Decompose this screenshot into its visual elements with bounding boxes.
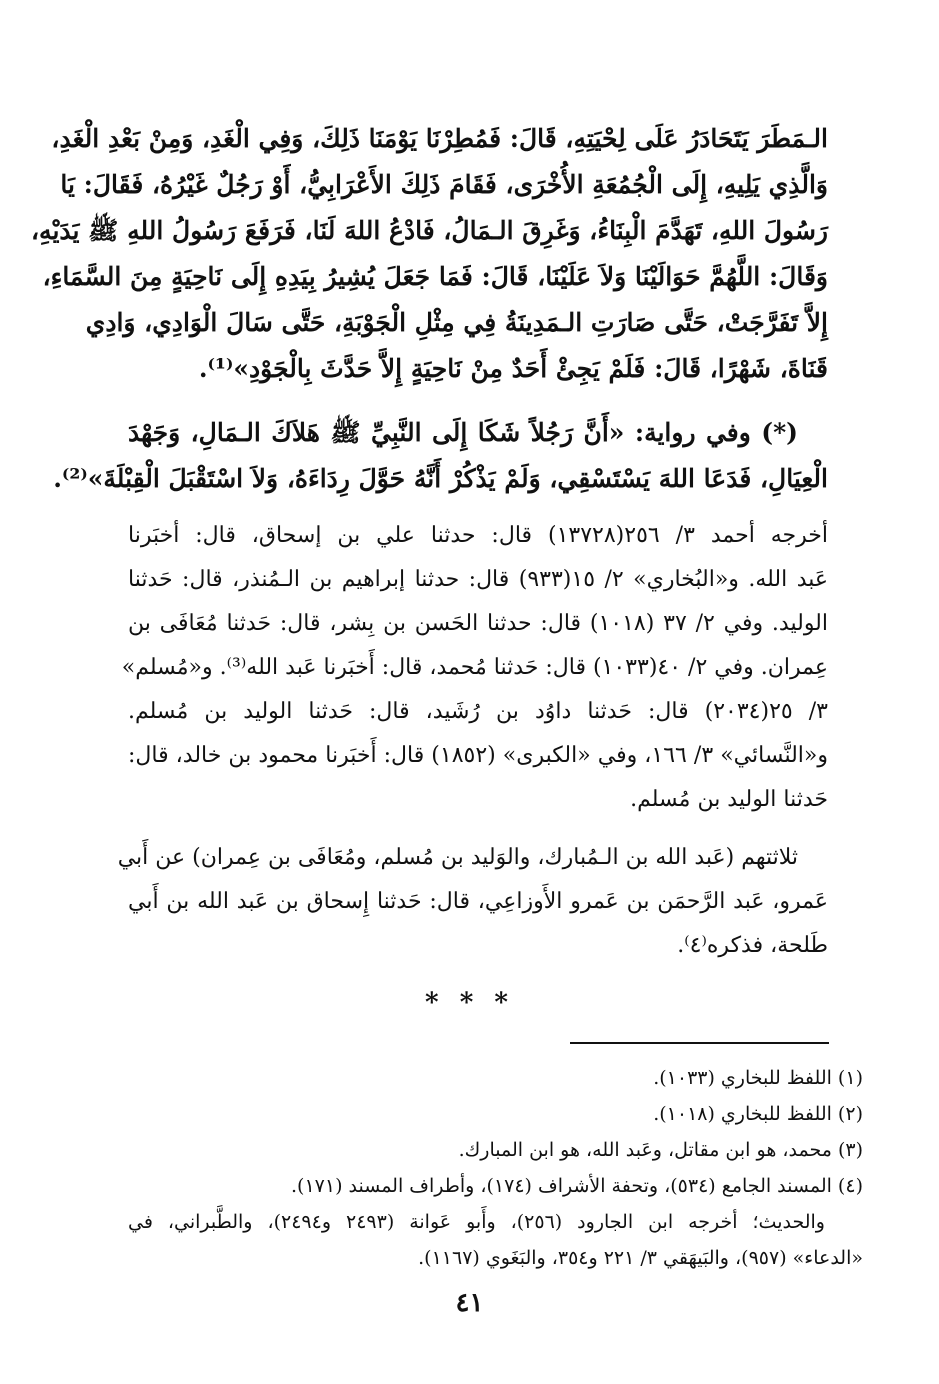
takhrij-line: عَبد الله. و«البُخاري» ٢/ ١٥(٩٣٣) قال: حدثنا إبراهيم بن الـمُنذر، قال: حَدثنا — [128, 567, 829, 592]
footnote: «الدعاء» (٩٥٧)، والبَيهَقي ٣/ ٢٢١ و٣٥٤، والبَغَوي (١١٦٧). — [418, 1247, 863, 1269]
thalathatuhum-line: طَلحة، فذكره⁽٤⁾. — [677, 933, 828, 958]
footnote: (٤) المسند الجامع (٥٣٤)، وتحفة الأشراف (١٧٤)، وأطراف المسند (١٧١). — [291, 1175, 863, 1197]
hadith-line: الـمَطَرَ يَتَحَادَرُ عَلَى لِحْيَتِهِ، قَالَ: فَمُطِرْنَا يَوْمَنَا ذَلِكَ، وَفِي الْغَدِ، وَمِنْ بَعْدِ الْغَدِ، — [51, 124, 828, 153]
hadith-line: وَقَالَ: اللَّهُمَّ حَوَالَيْنَا وَلاَ عَلَيْنَا، قَالَ: فَمَا جَعَلَ يُشِيرُ بِيَدِهِ إِلَى نَاحِيَةٍ مِنَ السَّمَاءِ، — [42, 262, 828, 291]
takhrij-line: حَدثنا الوليد بن مُسلم. — [630, 787, 828, 812]
footnote: (٣) محمد، هو ابن مقاتل، وعَبد الله، هو ابن المبارك. — [458, 1139, 863, 1161]
takhrij-line: و«النَّسائي» ٣/ ١٦٦، وفي «الكبرى» (١٨٥٢) قال: أَخبَرنا محمود بن خالد، قال: — [128, 743, 829, 768]
footnote: (٢) اللفظ للبخاري (١٠١٨). — [653, 1103, 863, 1125]
page-number: ٤١ — [455, 1288, 484, 1318]
footnote: والحديث؛ أخرجه ابن الجارود (٢٥٦)، وأَبو عَوانة (٢٤٩٣ و٢٤٩٤)، والطَّبراني، في — [128, 1211, 825, 1233]
takhrij-line: أخرجه أحمد ٣/ ٢٥٦(١٣٧٢٨) قال: حدثنا علي بن إسحاق، قال: أخبَرنا — [128, 523, 828, 548]
thalathatuhum-line: ثلاثتهم (عَبد الله بن الـمُبارك، والوَليد بن مُسلم، ومُعَافَى بن عِمران) عن أَبي — [117, 845, 798, 870]
footnote-divider — [570, 1042, 829, 1044]
riwaya-text — [53, 410, 828, 502]
footnotes — [128, 1060, 863, 1276]
hadith-line: رَسُولَ اللهِ، تَهَدَّمَ الْبِنَاءُ، وَغَرِقَ الـمَالُ، فَادْعُ اللهَ لَنَا، فَرَفَعَ رَسُولُ اللهِ ﷺ يَدَيْهِ، — [30, 216, 828, 245]
hadith-line: وَالَّذِي يَلِيهِ، إِلَى الْجُمُعَةِ الأُخْرَى، فَقَامَ ذَلِكَ الأَعْرَابِيُّ، أَوْ رَجُلٌ غَيْرُهُ، فَقَالَ: يَا — [60, 170, 828, 199]
thalathatuhum-paragraph — [117, 836, 828, 968]
thalathatuhum-line: عَمرو، عَبد الرَّحمَن بن عَمرو الأَوزاعِي، قال: حَدثنا إِسحاق بن عَبد الله بن أَبي — [128, 889, 828, 914]
hadith-text — [30, 116, 828, 392]
hadith-line: قَنَاةَ، شَهْرًا، قَالَ: فَلَمْ يَجِئْ أَحَدٌ مِنْ نَاحِيَةٍ إِلاَّ حَدَّثَ بِالْجَوْدِ»⁽¹⁾. — [198, 354, 828, 383]
takhrij-line: الوليد. وفي ٢/ ٣٧ (١٠١٨) قال: حدثنا الحَسن بن بِشر، قال: حَدثنا مُعَافَى بن — [128, 611, 828, 636]
hadith-line: إِلاَّ تَفَرَّجَتْ، حَتَّى صَارَتِ الـمَدِينَةُ فِي مِثْلِ الْجَوْبَةِ، حَتَّى سَالَ الْوَادِي، وَادِي — [85, 308, 828, 337]
takhrij-line: ٣/ ٢٥(٢٠٣٤) قال: حَدثنا داوُد بن رُشَيد، قال: حَدثنا الوليد بن مُسلم. — [128, 699, 828, 724]
takhrij-line: عِمران. وفي ٢/ ٤٠(١٠٣٣) قال: حَدثنا مُحمد، قال: أَخبَرنا عَبد الله⁽³⁾. و«مُسلم» — [121, 655, 828, 680]
section-separator: * * * — [425, 988, 514, 1018]
takhrij-paragraph — [121, 514, 829, 822]
riwaya-line: الْعِيَالِ، فَدَعَا اللهَ يَسْتَسْقِي، وَلَمْ يَذْكُرْ أَنَّهُ حَوَّلَ رِدَاءَهُ، وَلاَ اسْتَقْبَلَ الْقِبْلَةَ»⁽²⁾. — [53, 464, 828, 493]
riwaya-line: (*) وفي رواية: «أَنَّ رَجُلاً شَكَا إِلَى النَّبِيِّ ﷺ هَلاَكَ الـمَالِ، وَجَهْدَ — [128, 418, 798, 447]
footnote: (١) اللفظ للبخاري (١٠٣٣). — [653, 1067, 863, 1089]
